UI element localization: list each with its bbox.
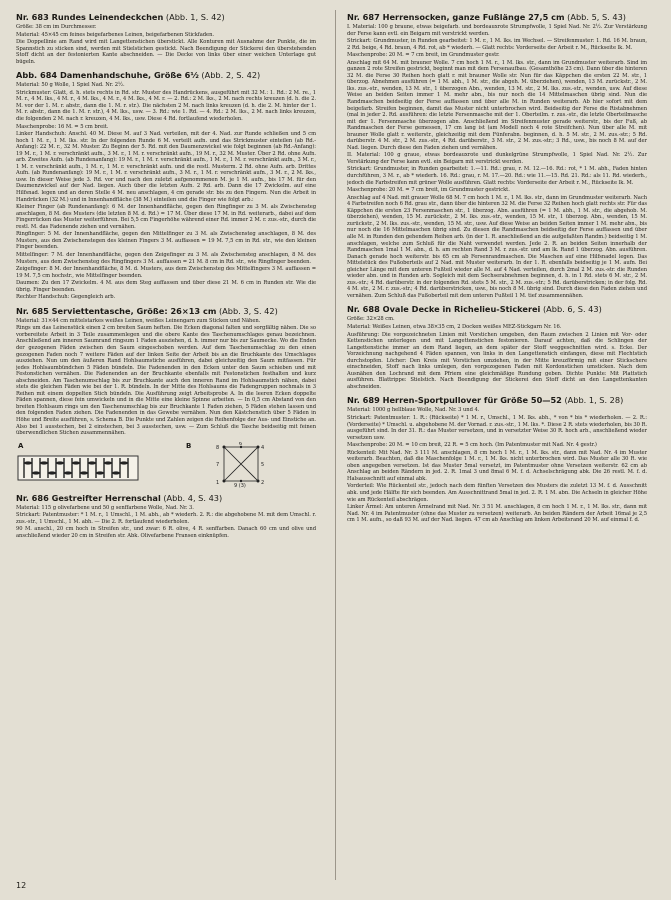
section-title: Abb. 684 Damenhandschuhe, Größe 6½ (16, 70, 199, 81)
paragraph: Maschenprobe: 20 M. = 7 cm breit, im Grundmuster gestrickt. (347, 187, 510, 194)
paragraph: Strickart: Patentmuster: 1. R.: (Rückseite) * 1 M. r., Umschl., 1 M. lks. abh., * von * bis * wiederholen. — 2. R.: (Vorderseite) * Umschl. u. abgehobene M. der Vornad. r. zus.-str., 1 M. lks. *. Diese 2 R. stets wiederholen, bis 30 R. ausgeführt sind. In der 31. R.: das Muster versetzen, und in versetzter Weise 30 R. hoch arb., anschließend wieder versetzen usw. (347, 414, 647, 441)
paragraph: Die Doppellinie am Rand wird mit Langettenstichen überstickt. Alle Konturen mit Ausnahme der Punkte, die im Spannstich zu sticken sind, werden mit Stielstichen gestickt. Nach Beendigung der Stickerei den überstehenden Stoff dicht an der festonierten Kante abschneiden. — Die Decke von links über einer weichen Unterlage gut bügeln. (16, 39, 316, 65)
paragraph: Strickart: Patentmuster: * 1 M. r., 1 Umschl., 1 M. abh., ab * wiederh. 2. R.: die abgehobene M. mit dem Umschl. r. zus.-str., 1 Umschl., 1 M. abh. — Die 2. R. fortlaufend wiederholen. (16, 512, 316, 525)
paragraph: 90 M. anschl., 20 cm hoch in Streifen str., und zwar: 6 R. olive, 4 R. senffarben. Danach 60 cm und olive und anschließend wieder 20 cm in Streifen str. Abk. Olivefarbene Fransen einknüpfen. (16, 526, 316, 539)
section-688 (347, 304, 647, 390)
paragraph: Rückenteil: Mit Nad. Nr. 3 111 M. anschlagen, 8 cm hoch 1 M. r., 1 M. lks. str., dann mit Nad. Nr. 4 im Muster weiterarb. Beachten, daß die Maschenfolge 1 M. r., 1 M. lks. nicht unterbrochen wird. Das Muster alle 30 R. wie oben angegeben versetzen. Ist das Muster 5mal versetzt, im Patentmuster ohne Versetzen weiterstr. 62 cm ab Anschlag an beiden Rändern in jed. 2. R. 1mal 3 und 8mal 6 M. f. d. Achselschrägung abk. Die 26 restl. M. f. d. Halsausschnitt auf einmal abk. (347, 449, 647, 482)
paragraph: Daumen: Zu den 17 Zwickelm. 4 M. aus dem Steg auffassen und über diese 21 M. 6 cm in Runden str. Wie die übrig. Finger beenden. (16, 280, 316, 293)
paragraph: Maschenprobe: 20 M. = 10 cm breit, 22 R. = 5 cm hoch. (Im Patentmuster mit Nad. Nr. 4 gestr.) (347, 442, 597, 449)
section-685 (16, 306, 316, 437)
section-title: Nr. 686 Gestreifter Herrenschal (16, 492, 161, 503)
section-heading (16, 70, 316, 80)
section-heading (16, 306, 316, 316)
section-title: Nr. 685 Serviettentasche, Größe: 26×13 cm (16, 305, 217, 316)
paragraph: Größe: 38 cm im Durchmesser. (16, 24, 97, 30)
paragraph: Zeigefinger: 8 M. der Innenhandfläche, 8 M. d. Musters, aus dem Zwischensteg des Mittelfingers 3 M. auffassen = 19 M. 7,5 cm hochstr., wie Mittelfinger beenden. (16, 266, 316, 279)
section-heading (347, 395, 647, 405)
right-column (347, 10, 647, 888)
section-ref: (Abb. 1, S. 28) (564, 395, 624, 406)
hemstitch-sample-a (16, 450, 166, 496)
paragraph: Anschlag auf 4 Nad. mit grauer Wolle 68 M. 7 cm hoch 1 M. r., 1 M. lks. str., dann im Grundmuster weiterarb. Nach 4 Farbstreifen noch 6 Rd. grau str., dann über die hinteren 32 M. die Ferse 32 Reihen hoch glatt rechts str. Für das Käppchen die ersten 23 Fersenmaschen str., 1 überzog. Abn. ausführen (= 1 M. abh., 1 M. str., die abgehob. M. überziehen), wenden, 15 M. zurückstr., 2 M. lks. zus.-str., wenden, 15 M. str., 1 überzog. Abn., wenden, 15 M. zurückstr., 2 M. lks. zus.-str., wenden, 15 M. str., usw. Auf diese Weise an beiden Seiten immer 1 M. mehr abn., bis nur noch die 16 Mittelmaschen übrig sind. Zu diesen die Randmaschen beidseitig der Ferse auffassen und über alle M. in Runden den gehendem Reihen arb. (in der 1. R. anschließend an die aufgefaßten Randm.) beidseitig 1 M. anschlagen, welche zum Schluß für die Naht verwendet werden. Jede 2. R. an beiden Seiten innerhalb der Randmaschen 1mal 1 M. abn., d. h. am rechten Rand 3 M. r. zus.-str. und am lk. Rand 1 überzog. Abn. ausführen. Danach gerade hoch weiterstr. bis 65 cm ab Fersenrandmaschen. Die Maschen auf eine Hilfsnadel legen. Das Mittelstück des Fußoberteils auf 2 Nad. mit Muster weiterarb. In der 1. R. ebenfalls beidseitig je 1 M. aufn. Bei gleicher Länge mit dem unteren Fußteil wieder alle M. auf 4 Nad. verteilen, durch 2mal 2 M. zus.-str. die Runden wieder abn. und in Runden arb. Sogleich mit dem Sechserabnehmen beginnen, d. h. in 1 Rd. stets 6 M. str., 2 M. zus.-str.; 4 Rd. darüberstr. in der folgenden Rd. stets 5 M. str., 2 M. zus.-str.; 5 Rd. darüberstricken; in der folg. Rd. 4 M. str., 2 M. r. zus.-str.; 4 Rd. darüberstricken, usw., bis noch 8 M. übrig sind. Durch diese den Faden ziehen und vernähen. Zum Schluß das Fußoberteil mit dem unteren Fußteil 1 M. tief zusammennähen. (347, 194, 647, 299)
paragraph: Rechter Handschuh: Gegengleich arb. (16, 294, 116, 301)
paragraph: Ausführung: Die vorgezeichneten Linien mit Vorstichen umgeben, den Raum zwischen 2 Linien mit Vor- oder Kettenstichen unterlegen und mit Langettenstichen festonieren. Darauf achten, daß die Schlingen der Langettenstiche immer an dem Rand liegen, an dem später der Stoff weggeschnitten wird. s. Ecke. Der Vorzeichnung nachgehend 4 Fäden spannen, von links in den Langettenstich einfangen, diese mit Flechtstich durchstopfen. Löcher: Den Kreis mit Vorstichen umziehen, in der Mitte kreuzförmig mit einer Stickschere einschneiden, Stoff nach links umlegen, den vorgezogenen Faden mit Kordonstichen umsticken. Nach dem Ausnähen den Lochrand mit dem Pfriem eine gleichmäßige Rundung geben. Dichte Punkte: Mit Plattstich ausführen. Blattrippe: Stielstich. Nach Beendigung der Stickerei den Stoff dicht an den Langettenkanten abschneiden. (347, 331, 647, 390)
section-title: Nr. 683 Rundes Leinendeckchen (16, 12, 164, 22)
paragraph: Material: Weißes Leinen, etwa 38×35 cm, 2 Docken weißes MEZ-Stickgarn Nr. 16. (347, 323, 562, 330)
section-686 (16, 493, 316, 540)
point-label: 2 (261, 479, 265, 486)
section-heading (347, 12, 647, 22)
section-heading (347, 304, 647, 314)
section-ref: (Abb. 1, S. 42) (165, 12, 225, 22)
box-stitch-scheme-b (204, 442, 294, 488)
paragraph: Strickart: Grundmuster, in Runden gearbeitet: 1.—11. Rd.: grau, r. M. 12.—16. Rd.: rot, * 1 M. abh., Faden hinten durchführen, 3 M. r., ab * wiederh. 16. Rd.: grau, r. M. 17.—20. Rd.: wie 11.—15. Rd. 21. Rd.: als 11. Rd. wiederh., jedoch die Farbstreifen mit grüner Wolle ausführen. Glatt rechts: Vorderseite der Arbeit r. M., Rückseite lk. M. (347, 166, 647, 186)
section-683 (16, 12, 316, 65)
figure-label-b: B (186, 441, 192, 450)
figure-label-a: A (18, 441, 24, 450)
point-label: 1 (216, 479, 220, 486)
section-ref: (Abb. 2, S. 42) (201, 70, 261, 81)
paragraph: Strickmuster: Glatt, d. h. stets rechts in Rd. str. Muster des Handrückens, ausgeführt mit 32 M.: 1. Rd.: 2 M. re., 1 M. r., 4 M. lks., 4 M. r., 4 M. lks., 4 M. r., 4 M. lks., 4 M. r. — 2. Rd.: 2 M. lks., 2 M. nach rechts kreuzen (d. h. die 2. M. vor der 1. M. r. abstr., dann die 1. M. r. str.). Die nächsten 2 M. nach links kreuzen (d. h. die 2. M. hinter der 1. M. r. abstr., dann die 1. M. r. str.), 4 M. lks., usw. — 3. Rd.: wie 1. Rd. — 4. Rd.: 2 M. lks., 2 M. nach links kreuzen, die folgenden 2 M. nach r. kreuzen, 4 M. lks., usw. Diese 4 Rd. fortlaufend wiederholen. (16, 89, 316, 123)
paragraph: Strickart: Grundmuster, in Runden gearbeitet: 1 M. r., 1 M. lks. im Wechsel. — Streifenmuster: 1. Rd. 16 M. braun, 2 Rd. beige, 4 Rd. braun, 4 Rd. rot, ab * wiederh. — Glatt rechts: Vorderseite der Arbeit r. M., Rückseite lk. M. (347, 38, 647, 51)
section-title: Nr. 688 Ovale Decke in Richelieu-Stickerei (347, 304, 541, 315)
section-ref: (Abb. 5, S. 43) (567, 12, 626, 22)
section-ref: (Abb. 4, S. 43) (163, 492, 223, 503)
paragraph: Linker Ärmel: Am unteren Ärmelrand mit Nad. Nr. 3 51 M. anschlagen, 8 cm hoch 1 M. r., 1 M. lks. str., dann mit Nad. Nr. 4 im Patentmuster (ohne das Muster zu versetzen) weiterarb. An beiden Rändern der Arbeit 16mal je 2,5 cm 1 M. aufn., so daß 93 M. auf der Nad. liegen. 47 cm ab Anschlag am linken Arbeitsrand 20 M. auf einmal f. d. (347, 504, 647, 524)
paragraph: Material: 115 g olivefarbene und 50 g senffarbene Wolle, Nad. Nr. 3. (16, 504, 194, 511)
paragraph: Maschenprobe: 16 M. = 5 cm breit. (16, 123, 109, 130)
paragraph: Rings um das Leinenstück einen 2 cm breiten Saum heften. Die Ecken diagonal falten und sorgfältig nähen. Die so vorbereitete Arbeit in 3 Teile zusammenlegen und die obere Kante des Taschenumschlages genau bezeichnen. Anschließend am inneren Saumrand ringsum 1 Faden ausziehen, d. h. immer nur bis zur Saumecke. Wo die Enden der gezogenen Fäden zwischen den Saum eingeschoben werden. Auf dem Taschenumschlag zu den einen gezogenen Faden noch 7 weitere Fäden auf der linken Seite der Arbeit bis an die Bruchkante des Umschlages ausziehen. Nun um den äußeren Rand Hohlsaumstiche ausführen, dabei gleichzeitig den Saum mitfassen. Für jedes Hohlsaumbündchen 5 Fäden bündeln. Die Fadenenden in den Ecken unter den Saum schieben und mit Festonstichen vernähen. Die Fadenenden an der Bruchkante ebenfalls mit Festonstichen festhalten und kurz abschneiden. Am Taschenumschlag bis zur Bruchkante auch den inneren Rand im Hohlsaumstich nähen, dabei stets die gleichen Fäden wie bei der 1. R. bündeln. In der Mitte des Hohlsaums die Fadengruppen nochmals in 3 Reihen mit einem doppelten Stich bündeln. Die Ausführung zeigt Arbeitsprobe A. In die leeren Ecken doppelte Fäden spannen, diese fein umwickeln und in die Mitte eine kleine Spinne arbeiten. — In 0,5 cm Abstand von den breiten Hohlsaum rings um den Taschenumschlag bis zur Bruchkante 1 Faden ziehen, 5 Fäden stehen lassen und den folgenden Faden ziehen. Die Fadenenden in das Gewebe vernähen. Nun den Kästchenstich über 5 Fäden in Höhe und Breite ausführen, s. Schema B. Die Punkte und Zahlen zeigen die Reihenfolge der Aus- und Einstiche an. Also bei 1 ausstechen, bei 2 einstechen, bei 3 ausstechen, usw. — Zum Schluß die Tasche beidseitig mit feinen überwendlichen Stichen zusammennähen. (16, 325, 316, 437)
paragraph: Kleiner Finger (ab Rundenanfang): 6 M. der Innenhandfläche, gegen den Ringfinger zu 3 M. als Zwischensteg anschlagen, 8 M. des Musters (die letzten 8 M. d. Rd.) = 17 M. Über diese 17 M. in Rd. weiterarb., dabei auf dem Fingerrücken das Muster weiterführen. Bei 5,5 cm Fingerhöhe während einer Rd. immer 2 M. r. zus.-str., durch die restl. M. das Fadenende ziehen und vernähen. (16, 204, 316, 230)
paragraph: Material: 31×44 cm mittelstarkes weißes Leinen, weißes Leinengarn zum Sticken und Nähen. (16, 317, 261, 324)
point-label: 4 (261, 444, 265, 451)
paragraph: Anschlag mit 64 M. mit brauner Wolle. 7 cm hoch 1 M. r., 1 M. lks. str., dann im Grundmuster weiterarb. Sind im ganzen 2 rote Streifen gestrickt, beginnt man mit dem Fersenaufbau. (Gesamthöhe 23 cm). Dann über die hinteren 32 M. die Ferse 30 Reihen hoch glatt r. mit brauner Wolle str. Nun für das Käppchen die ersten 22 M. str., 1 überzog. Abnehmen ausführen (= 1 M. abh., 1 M. str., die abgeh. M. überziehen), wenden, 13 M. zurückstr., 2 M. lks. zus.-str., wenden, 13 M. str., 1 überzogen Abn., wenden, 13 M. str., 2 M. lks. zus.-str., wenden, usw. Auf diese Weise an beiden Seiten immer 1 M. mehr abn., bis nur noch die 14 Mittelmaschen übrig sind. Nun die Randmaschen beidseitig der Ferse auffassen und über alle M. in Runden weiterarb. Ab hier sofort mit dem beigefarb. Streifen beginnen, damit das Muster nicht unterbrochen wird. Beidseitig der Ferse die Ristabnehmen (mal in jeder 2. Rd. ausführen: die letzte Fersenmasche mit der 1. Oberteilm. r. zus.-str., die letzte Oberteilmasche mit der 1. Fersenmasche überzogen abn. Anschließend im Streifenmuster gerade weiterstr., bis der Fuß, ab Randmaschen der Ferse gemessen, 17 cm lang ist (am Modell noch 4 rote Streifchen). Nun über alle M. mit brauner Wolle glatt r. weiterstr., gleichzeitig mit dem Fünferabn. beginnen, d. h. 5 M. str., 2 M. zus.-str.; 5 Rd. darüberstr. 4 M. str., 2 M. zus.-str., 4 Rd. darüberstr., 3 M. str., 2 M. zus.-str.; 3 Rd., usw., bis noch 8 M. auf der Nad. liegen. Durch diese den Faden ziehen und vernähen. (347, 59, 647, 151)
paragraph: Material: 50 g Wolle, 1 Spiel Nad. Nr. 2½. (16, 82, 125, 89)
left-column (16, 10, 316, 885)
point-label: 9 (3) (234, 482, 246, 488)
paragraph: Material: 45×45 cm feines beigefarbenes Leinen, beigefarbenen Stickfaden. (16, 31, 214, 38)
point-label: 6 (239, 441, 243, 447)
column-divider (335, 10, 336, 880)
paragraph: Material: 1000 g hellblaue Wolle, Nad. Nr. 3 und 4. (347, 407, 480, 414)
paragraph: Ringfinger: 5 M. der Innenhandfläche, gegen den Mittelfinger zu 3 M. als Zwischensteg anschlagen, 8 M. des Musters, aus den Zwischenstegen des kleinen Fingers 3 M. auffassen = 19 M. 7,5 cm in Rd. str., wie den kleinen Finger beenden. (16, 231, 316, 251)
paragraph: Vorderteil: Wie Rückenteil str., jedoch nach dem fünften Versetzen des Musters die zuletzt 13 M. f. d. Ausschnitt abk. und jede Hälfte für sich beenden. Am Ausschnittrand 5mal in jed. 2. R. 1 M. abn. Die Achseln in gleicher Höhe wie am Rückenteil abschrägen. (347, 483, 647, 503)
section-ref: (Abb. 3, S. 42) (218, 305, 278, 316)
point-label: 5 (261, 461, 265, 468)
section-title: Nr. 689 Herren-Sportpullover für Größe 50—52 (347, 395, 562, 406)
section-689 (347, 395, 647, 523)
section-ref: (Abb. 6, S. 43) (542, 304, 602, 315)
paragraph: I. Material: 100 g braune, etwas beigefarb. und bordeauxrote Strumpfwolle, 1 Spiel Nad. Nr. 2½. Zur Verstärkung der Ferse kann evtl. ein Beigarn mit verstrickt werden. (347, 24, 647, 37)
point-label: 7 (216, 461, 220, 468)
page-number: 12 (16, 881, 27, 890)
section-684 (16, 70, 316, 301)
paragraph: Maschenprobe: 20 M. = 7 cm breit, im Grundmuster gestr. (347, 52, 500, 59)
paragraph: II. Material: 100 g graue, etwas bordeauxrote und dunkelgrüne Strumpfwolle, 1 Spiel Nad. Nr. 2½. Zur Verstärkung der Ferse kann evtl. ein Beigarn mit verstrickt werden. (347, 152, 647, 165)
section-title: Nr. 687 Herrensocken, ganze Fußlänge 27,5 cm (347, 12, 565, 22)
section-687 (347, 12, 647, 299)
paragraph: Größe: 32×28 cm. (347, 316, 395, 323)
stitch-diagrams (16, 442, 316, 488)
paragraph: Mittelfinger: 7 M. der Innenhandfläche, gegen den Zeigefinger zu 3 M. als Zwischensteg anschlagen, 8 M. des Musters, aus dem Zwischensteg des Ringfingers 3 M. auffassen = 21 M. 8 cm in Rd. str., wie Ringfinger beenden. (16, 251, 316, 265)
section-heading (16, 12, 316, 22)
point-label: 8 (216, 444, 220, 451)
paragraph: Linker Handschuh: Anschl. 40 M. Diese M. auf 3 Nad. verteilen, mit der 4. Nad. zur Runde schließen und 5 cm hoch 1 M. r., 1 M. lks. str. In der folgenden Runde 6 M. verteilt aufn. und das Strickmuster einteilen (ab Rd.-Anfang): 22 M. r., 32 M. Muster. Zu Beginn der 5. Rd. mit den Daumenzwickel wie folgt beginnen (ab Rd.-Anfang): 19 M. r., 1 M. r. verschränkt aufn., 3 M. r., 1 M. r. verschränkt aufn., 19 M. r., 32 M. Muster. Über 2 Rd. ohne Aufn. arb. Zweites Aufn. (ab Rundenanfang): 19 M. r., 1 M. r. verschränkt aufn., 1 M. r., 1 M. r. verschränkt aufn., 3 M. r., 1 M. r. verschränkt aufn., 1 M. r., 1 M. r. verschränkt aufn. und die restl. Musterm. 2 Rd. ohne Aufn. arb. Drittes Aufn. (ab Rundenanfang): 19 M. r., 1 M. r. verschränkt aufn., 3 M. r., 1 M. r. verschränkt aufn., 3 M. r., 2 M. lks., usw. In dieser Weise jede 3. Rd. vor und nach den zuletzt aufgenommenen M. je 1 M. aufn., bis 17 M. für den Daumenzwickel auf der Nad. liegen. Auch über die letzten Aufn. 2 Rd. arb. Dann die 17 Zwickelm. auf eine Hilfsnad. legen und an deren Stelle 4 M. neu anschlagen, 4 cm gerade str. bis zu den Fingern. Nun die Arbeit in Handrücken (32 M.) und in Innenhandfläche (38 M.) einteilen und die Finger wie folgt arb.: (16, 131, 316, 203)
